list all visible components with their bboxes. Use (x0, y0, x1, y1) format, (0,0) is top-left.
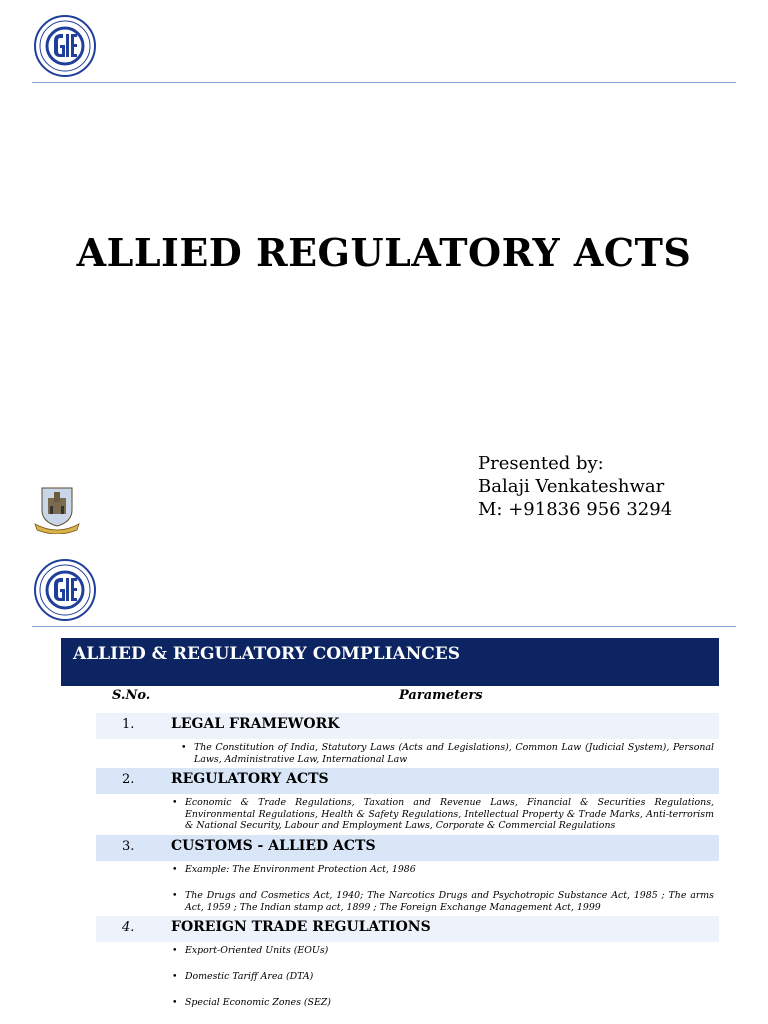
list-item: • Economic & Trade Regulations, Taxation and Revenue Laws, Financial & Securities Regulations, Environmental Regulations, Health & Safety Regulations, Intellectual Property & Trade Marks, Anti-terrorism & National Security, Labour and Employment Laws, Corporate & Commercial Regulations (172, 797, 714, 831)
university-crest-icon (32, 484, 82, 534)
presenter-name: Balaji Venkateshwar (478, 476, 665, 497)
header-rule (32, 626, 736, 627)
slide-title: ALLIED REGULATORY ACTS (76, 230, 692, 275)
table-row (96, 835, 719, 861)
section-header-bar (61, 638, 719, 686)
table-row (96, 916, 719, 942)
presenter-phone: M: +91836 956 3294 (478, 499, 673, 520)
row-number: 3. (122, 839, 135, 854)
list-item: • The Drugs and Cosmetics Act, 1940; The Narcotics Drugs and Psychotropic Substance Act, 1985 ; The arms Act, 1959 ; The Indian stamp act, 1899 ; The Foreign Exchange Management Act, 1999 (172, 890, 714, 913)
table-row (96, 768, 719, 794)
row-number: 2. (122, 772, 135, 787)
list-item: • Export-Oriented Units (EOUs) (172, 945, 329, 956)
section-header-title: ALLIED & REGULATORY COMPLIANCES (73, 644, 461, 664)
row-label: LEGAL FRAMEWORK (171, 716, 340, 732)
row-number: 4. (122, 920, 135, 935)
column-header-parameters: Parameters (399, 688, 483, 703)
gie-seal-icon (33, 558, 97, 622)
gie-seal-icon (33, 14, 97, 78)
row-label: CUSTOMS - ALLIED ACTS (171, 838, 376, 854)
header-rule (32, 82, 736, 83)
row-label: REGULATORY ACTS (171, 771, 329, 787)
compliances-slide (0, 548, 768, 1024)
column-header-sno: S.No. (112, 688, 151, 703)
presenter-label: Presented by: (478, 453, 604, 474)
list-item: • Example: The Environment Protection Act, 1986 (172, 864, 416, 875)
table-row (96, 713, 719, 739)
list-item: • The Constitution of India, Statutory Laws (Acts and Legislations), Common Law (Judicial System), Personal Laws, Administrative Law, International Law (181, 742, 714, 765)
row-label: FOREIGN TRADE REGULATIONS (171, 919, 431, 935)
list-item: • Domestic Tariff Area (DTA) (172, 971, 314, 982)
presenter-block (478, 452, 672, 521)
row-number: 1. (122, 717, 135, 732)
list-item: • Special Economic Zones (SEZ) (172, 997, 331, 1008)
